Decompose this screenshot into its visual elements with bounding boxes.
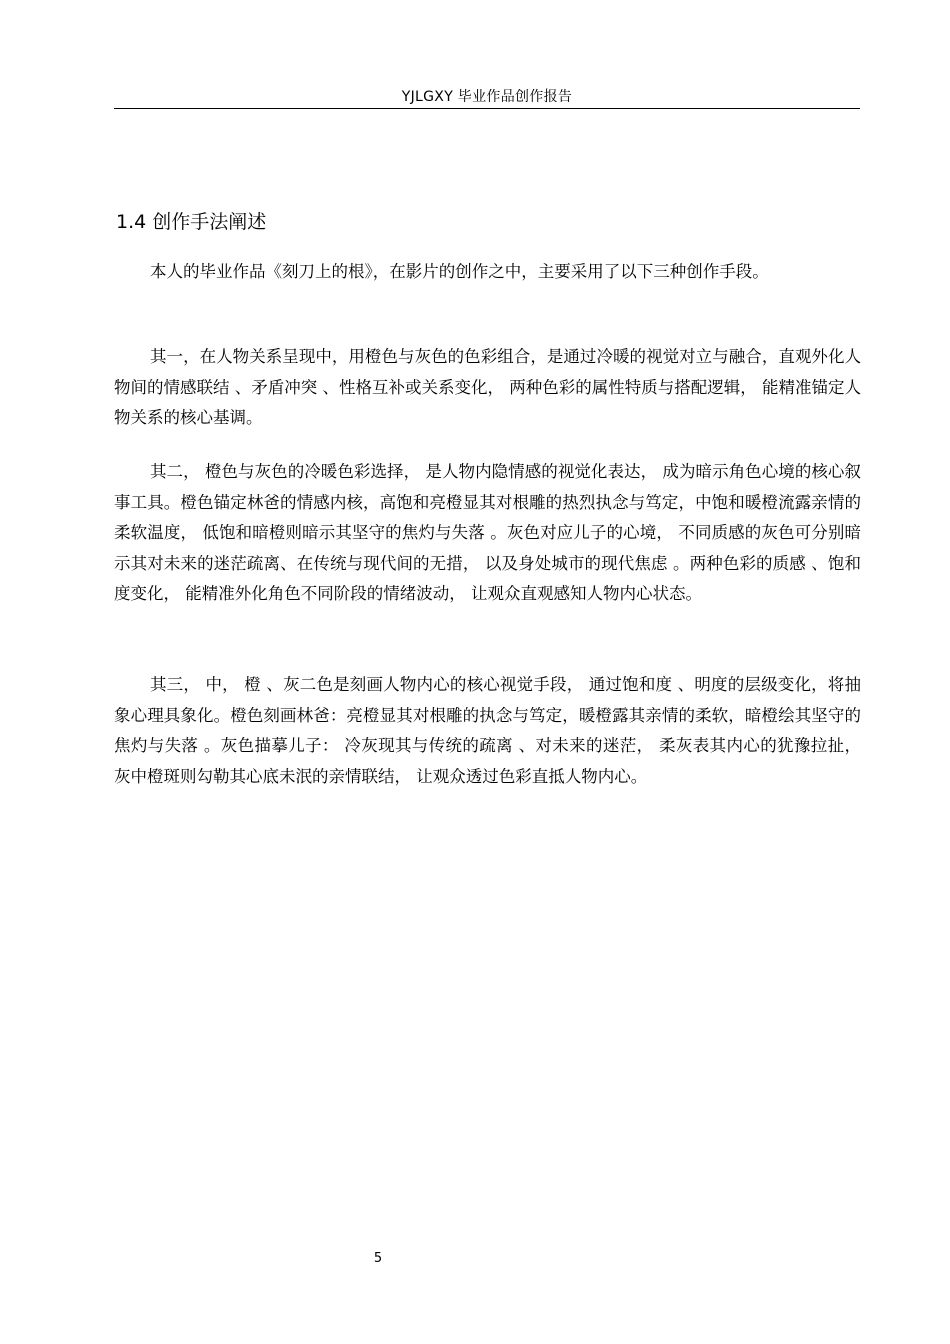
body-paragraph-second: 其二， 橙色与灰色的冷暖色彩选择， 是人物内隐情感的视觉化表达， 成为暗示角色心境的核心叙事工具。橙色锚定林爸的情感内核，高饱和亮橙显其对根雕的热烈执念与笃定，中饱和暖橙流露亲情的柔软温度， 低饱和暗橙则暗示其坚守的焦灼与失落 。灰色对应儿子的心境， 不同质感的灰色可分别暗示其对未来的迷茫疏离、在传统与现代间的无措， 以及身处城市的现代焦虑 。两种色彩的质感 、饱和度变化， 能精准外化角色不同阶段的情绪波动， 让观众直观感知人物内心状态。 xyxy=(114,462,861,603)
section-heading: 1.4 创作手法阐述 xyxy=(116,211,267,233)
header-divider xyxy=(114,108,860,109)
page-number: 5 xyxy=(373,1251,383,1266)
running-header: YJLGXY 毕业作品创作报告 xyxy=(401,89,573,105)
body-paragraph-third: 其三， 中， 橙 、灰二色是刻画人物内心的核心视觉手段， 通过饱和度 、明度的层级变化，将抽象心理具象化。橙色刻画林爸：亮橙显其对根雕的执念与笃定，暖橙露其亲情的柔软，暗橙绘其坚守的焦灼与失落 。灰色描摹儿子： 冷灰现其与传统的疏离 、对未来的迷茫， 柔灰表其内心的犹豫拉扯， 灰中橙斑则勾勒其心底未泯的亲情联结， 让观众透过色彩直抵人物内心。 xyxy=(114,675,861,786)
body-paragraph-first: 其一，在人物关系呈现中，用橙色与灰色的色彩组合，是通过冷暖的视觉对立与融合，直观外化人物间的情感联结 、矛盾冲突 、性格互补或关系变化， 两种色彩的属性特质与搭配逻辑， 能精准锚定人物关系的核心基调。 xyxy=(114,347,861,427)
body-paragraph-intro: 本人的毕业作品《刻刀上的根》，在影片的创作之中，主要采用了以下三种创作手段。 xyxy=(150,262,769,281)
